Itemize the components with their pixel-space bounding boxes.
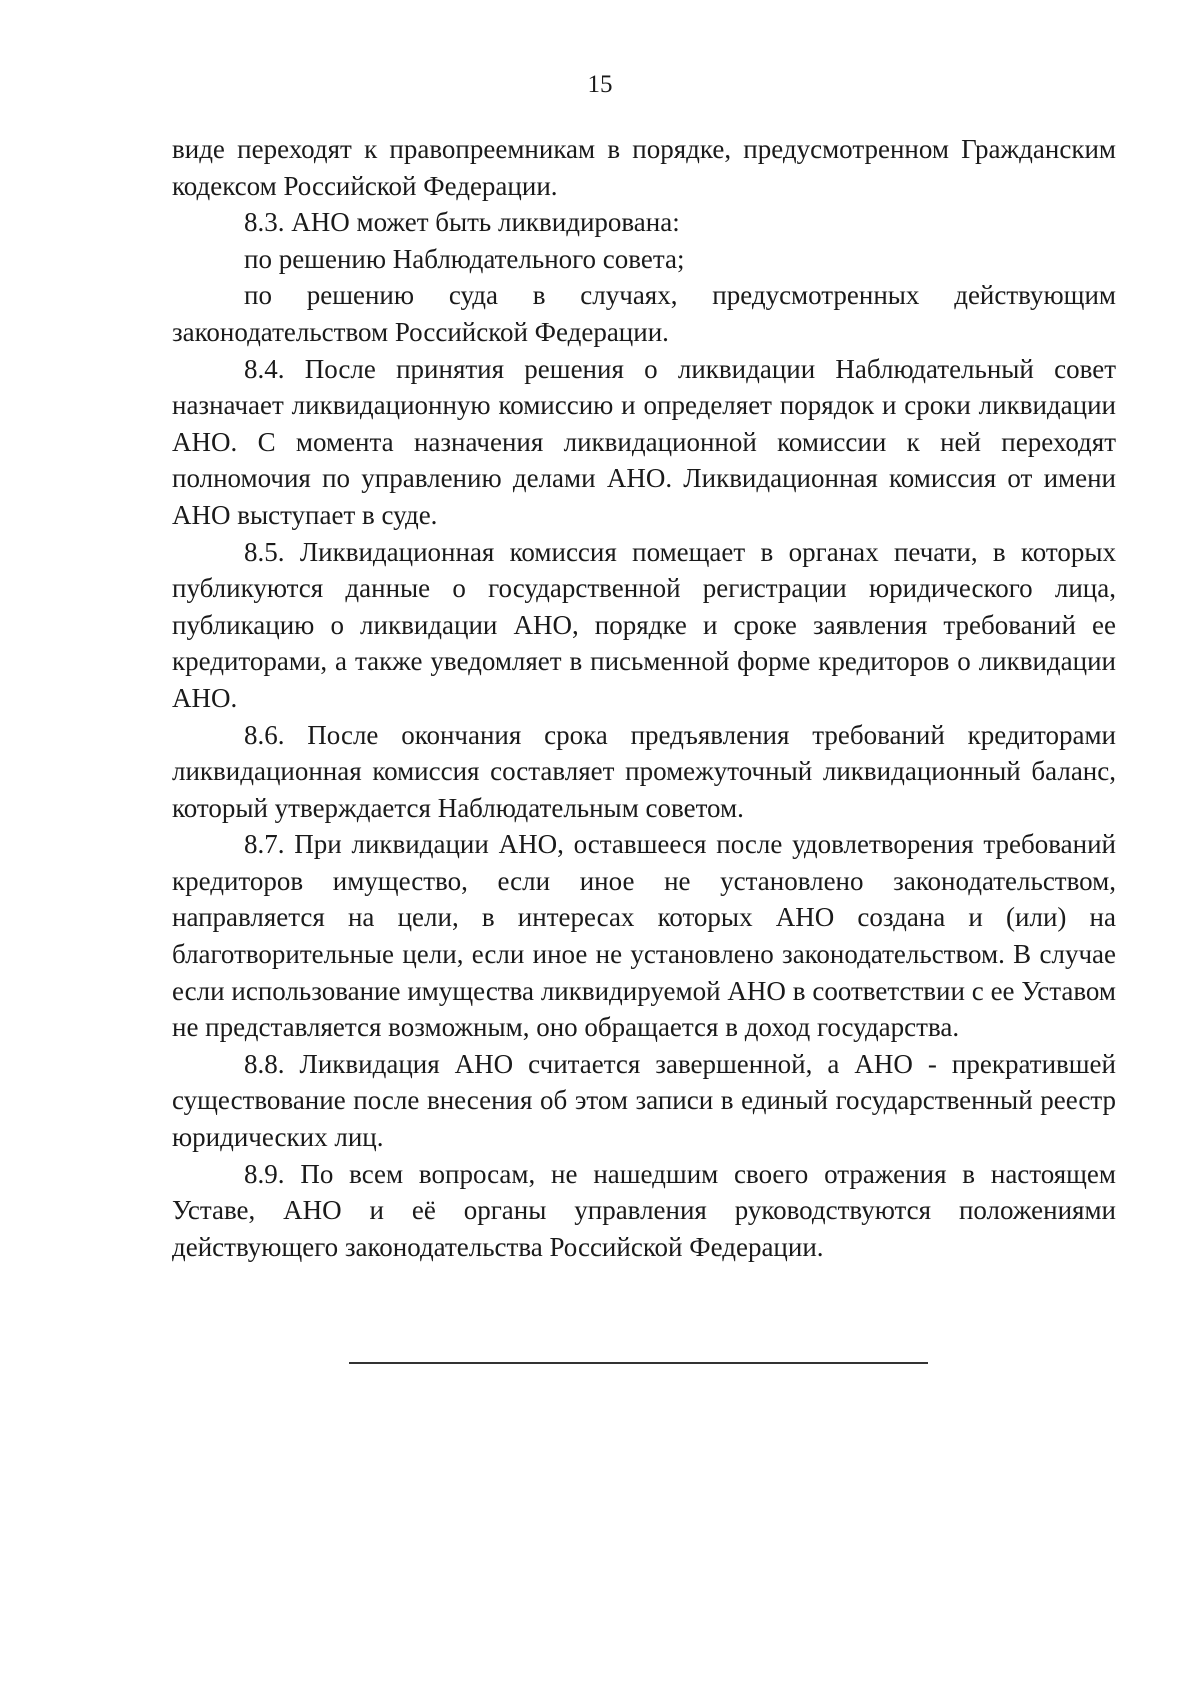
paragraph-8-6: 8.6. После окончания срока предъявления требований кредиторами ликвидационная комиссия составляет промежуточный ликвидационный баланс, который утверждается Наблюдательным советом. — [172, 719, 1116, 823]
paragraph-8-3-item-1: по решению Наблюдательного совета; — [244, 243, 685, 274]
page-number: 15 — [587, 71, 613, 98]
document-body — [172, 131, 1116, 1265]
paragraph-8-9: 8.9. По всем вопросам, не нашедшим своего отражения в настоящем Уставе, АНО и её органы управления руководствуются положениями действующего законодательства Российской Федерации. — [172, 1158, 1116, 1262]
paragraph-8-8: 8.8. Ликвидация АНО считается завершенной, а АНО - прекратившей существование после внесения об этом записи в единый государственный реестр юридических лиц. — [172, 1048, 1116, 1153]
paragraph-continuation: виде переходят к правопреемникам в порядке, предусмотренном Гражданским кодексом Российской Федерации. — [172, 134, 1116, 201]
paragraph-8-5: 8.5. Ликвидационная комиссия помещает в органах печати, в которых публикуются данные о государственной регистрации юридического лица, публикацию о ликвидации АНО, порядке и сроке заявления требований ее кредиторами, а также уведомляет в письменной форме кредиторов о ликвидации АНО. — [172, 536, 1116, 713]
paragraph-8-3: 8.3. АНО может быть ликвидирована: — [244, 207, 680, 238]
paragraph-8-7: 8.7. При ликвидации АНО, оставшееся после удовлетворения требований кредиторов имущество, если иное не установлено законодательством, направляется на цели, в интересах которых АНО создана и (или) на благотворительные цели, если иное не установлено законодательством. В случае если использование имущества ликвидируемой АНО в соответствии с ее Уставом не представляется возможным, оно обращается в доход государства. — [172, 829, 1116, 1043]
paragraph-8-3-item-2: по решению суда в случаях, предусмотренных действующим законодательством Российской Федерации. — [172, 280, 1116, 347]
paragraph-8-4: 8.4. После принятия решения о ликвидации Наблюдательный совет назначает ликвидационную комиссию и определяет порядок и сроки ликвидации АНО. С момента назначения ликвидационной комиссии к ней переходят полномочия по управлению делами АНО. Ликвидационная комиссия от имени АНО выступает в суде. — [172, 353, 1116, 530]
end-of-document-rule — [349, 1362, 928, 1364]
